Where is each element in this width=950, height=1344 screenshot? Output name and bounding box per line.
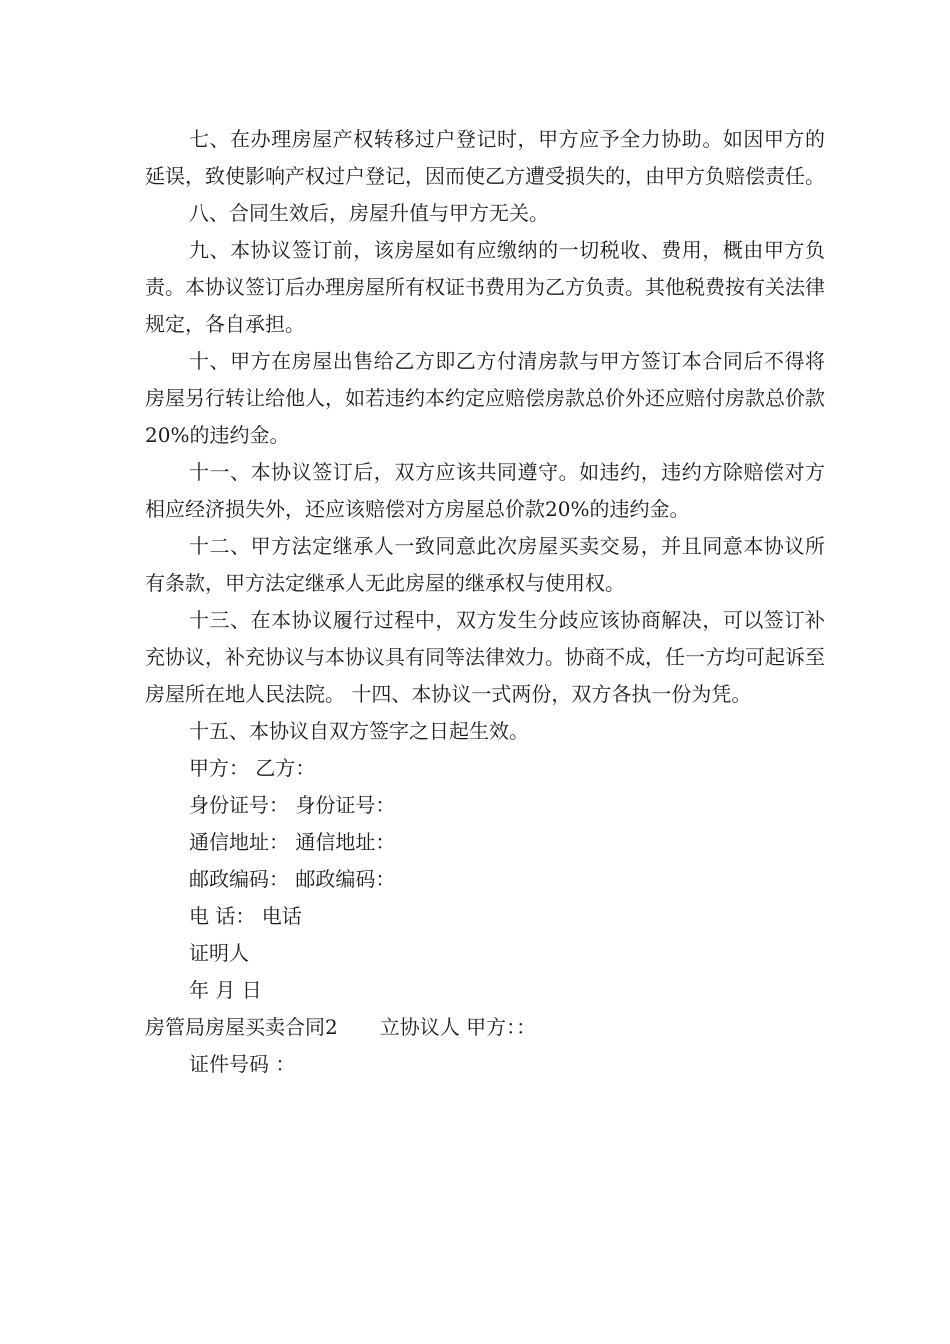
clause-15: 十五、本协议自双方签字之日起生效。 — [189, 719, 529, 743]
clause-13-14: 十三、在本协议履行过程中，双方发生分歧应该协商解决，可以签订补充协议，补充协议与本协议具有同等法律效力。协商不成，任一方均可起诉至房屋所在地人民法院。 十四、本协议一式两份，双方各执一份为凭。 — [145, 608, 825, 706]
next-contract-heading — [145, 1009, 825, 1046]
signature-address: 通信地址： 通信地址： — [189, 830, 396, 854]
clause-11: 十一、本协议签订后，双方应该共同遵守。如违约，违约方除赔偿对方相应经济损失外，还应该赔偿对方房屋总价款20%的违约金。 — [145, 460, 825, 521]
witness: 证明人 — [189, 941, 249, 965]
signature-parties: 甲方： 乙方： — [189, 756, 316, 780]
clause-7: 七、在办理房屋产权转移过户登记时，甲方应予全力协助。如因甲方的延误，致使影响产权过户登记，因而使乙方遭受损失的，由甲方负赔偿责任。 — [145, 127, 825, 188]
document-body — [145, 121, 825, 1083]
signature-id-number: 身份证号： 身份证号： — [189, 793, 396, 817]
clause-8: 八、合同生效后，房屋升值与甲方无关。 — [189, 201, 549, 225]
signature-phone: 电 话： 电话 — [189, 904, 302, 928]
clause-9: 九、本协议签订前，该房屋如有应缴纳的一切税收、费用，概由甲方负责。本协议签订后办理房屋所有权证书费用为乙方负责。其他税费按有关法律规定，各自承担。 — [145, 238, 825, 336]
signature-postal-code: 邮政编码： 邮政编码： — [189, 867, 396, 891]
next-contract-party: 立协议人 甲方：： — [379, 1015, 537, 1039]
signature-date: 年 月 日 — [189, 978, 262, 1002]
next-contract-title: 房管局房屋买卖合同2 — [145, 1015, 338, 1039]
clause-10: 十、甲方在房屋出售给乙方即乙方付清房款与甲方签订本合同后不得将房屋另行转让给他人，如若违约本约定应赔偿房款总价外还应赔付房款总价款20%的违约金。 — [145, 349, 825, 447]
next-contract-id-number: 证件号码 ： — [189, 1052, 296, 1076]
clause-12: 十二、甲方法定继承人一致同意此次房屋买卖交易，并且同意本协议所有条款，甲方法定继承人无此房屋的继承权与使用权。 — [145, 534, 825, 595]
